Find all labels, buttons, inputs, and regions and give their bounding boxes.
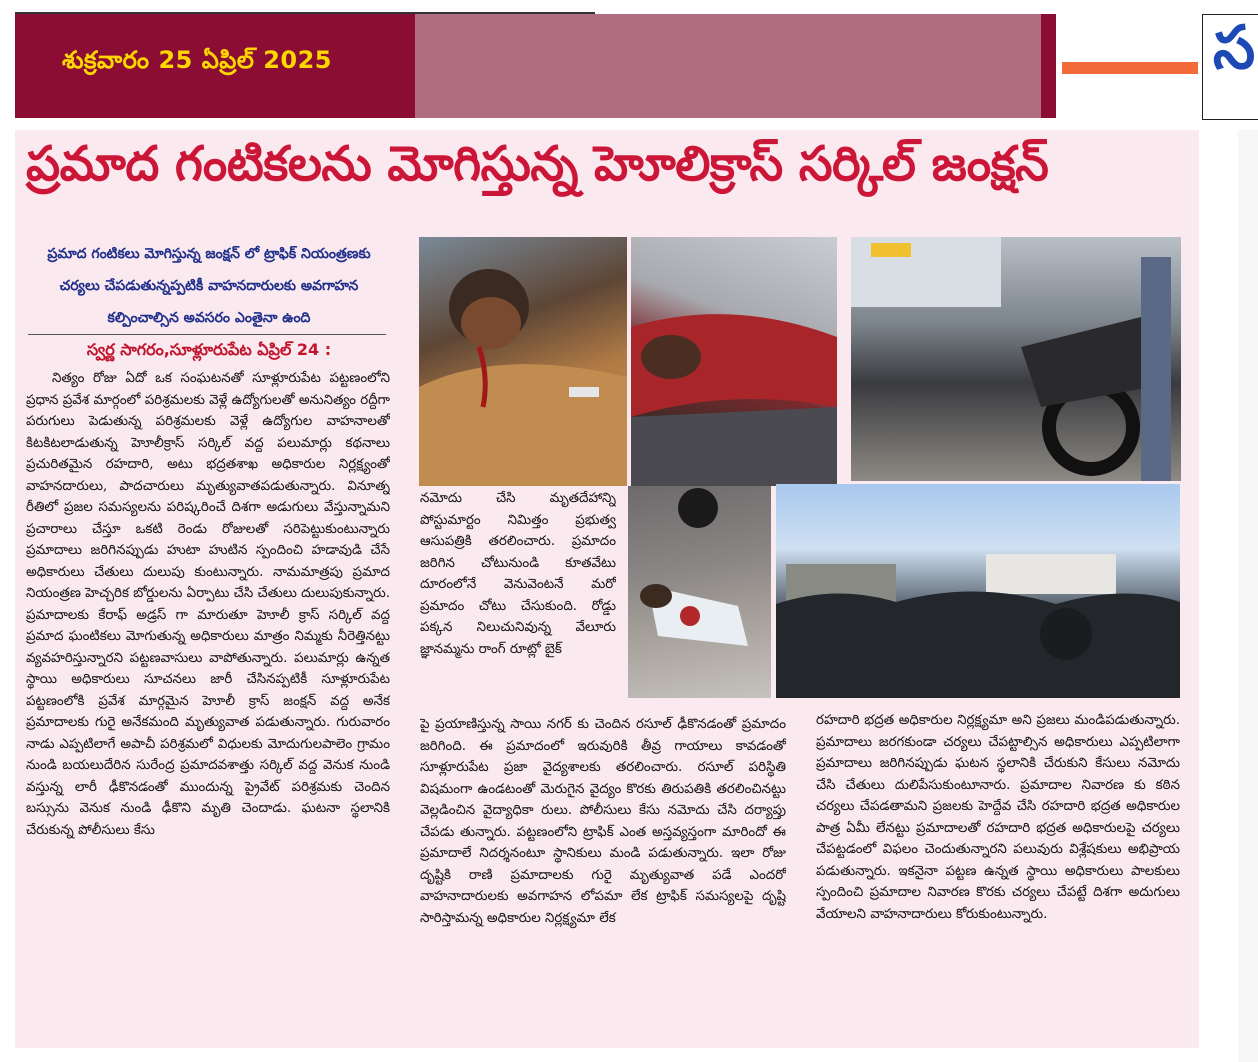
victim-illustration xyxy=(628,486,771,698)
injured-woman-photo xyxy=(631,237,837,486)
article-column-2: పై ప్రయాణిస్తున్న సాయి నగర్ కు చెందిన రసూల్ ఢీకొనడంతో ప్రమాదం జరిగింది. ఈ ప్రమాదంలో ఇరువురికి తీవ్ర గాయాలు కావడంతో సూళ్లూరుపేట ప్రజా వైద్యశాలకు తరలించారు. రసూల్ పరిస్థితి విషమంగా ఉండటంతో మెరుగైన వైద్యం కొరకు తిరుపతికి తరలించినట్టు వెల్లడించిన వైద్యాధికా రులు. పోలీసులు కేసు నమోదు చేసి దర్యాప్తు చేపడు తున్నారు. పట్టణంలోని ట్రాఫిక్ ఎంత అస్తవ్యస్తంగా మారిందో ఈ ప్రమాదాలే నిదర్శనంటూ స్థానికులు మండి పడుతున్నారు. ఇలా రోజు దృష్టికి రాణి ప్రమాదాలకు గురై మృత్యువాత పడే ఎందరో వాహనాదారులకు అవగాహన లోపమా లేక ట్రాఫిక్ సమస్యలపై దృష్టి సారిస్తామన్న అధికారుల నిర్లక్ష్యమా లేక xyxy=(420,717,786,926)
victim-on-road-photo xyxy=(628,486,771,698)
article-dateline: స్వర్ణ సాగరం,సూళ్లూరుపేట ఏప్రిల్ 24 : xyxy=(86,340,332,359)
crowd-illustration xyxy=(776,484,1180,698)
header-band-end xyxy=(1041,14,1056,118)
article-headline: ప్రమాద గంటికలను మోగిస్తున్న హెూలిక్రాస్ సర్కిల్ జంక్షన్ xyxy=(26,136,1049,192)
header-accent-bar xyxy=(1062,62,1198,74)
motorbike-illustration xyxy=(851,237,1181,481)
accident-crowd-photo xyxy=(776,484,1180,698)
article-column-1: నిత్యం రోజు ఏదో ఒక సంఘటనతో సూళ్లూరుపేట పట్టణంలోని ప్రధాన ప్రవేశ మార్గంలో పరిశ్రమలకు వెళ్లే ఉద్యోగులతో అనునిత్యం రద్దీగా పరుగులు పెడుతున్న పరిశ్రమలకు వెళ్లే ఉద్యోగుల వాహనాలతో కిటకిటలాడుతున్న హెూలీక్రాస్ సర్కిల్ వద్ద పలుమార్లు కథనాలు ప్రచురితమైన రహదారి, అటు భద్రతశాఖ అధికారుల నిర్లక్ష్యంతో వాహనదారులు, పాదచారులు మృత్యువాతపడుతున్నారు. వినూత్న రీతిలో ప్రజల సమస్యలను పరిష్కరించే దిశగా అడుగులు వేస్తున్నామని ప్రచారాలు చేస్తూ ఒకటి రెండు రోజులతో సరిపెట్టుకుంటున్నారు ప్రమాదాలు జరిగినప్పుడు హుటా హుటిన స్పందించి హడావుడి చేసే అధికారులు చేతులు దులుపు కుంటున్నారు. నామమాత్రపు ప్రమాద నియంత్రణ హెచ్చరిక బోర్డులను ఏర్పాటు చేసి చేతులు దులుపుకున్నారు. ప్రమాదాలకు కేరాఫ్ అడ్రస్ గా మారుతూ హెూలీ క్రాస్ సర్కిల్ వద్ద ప్రమాద ఘంటికలు మోగుతున్న అధికారులు మాత్రం నిమ్మకు నీరెత్తినట్టు వ్యవహరిస్తున్నారని పట్టణవాసులు వాపోతున్నారు. పలుమార్లు ఉన్నత స్థాయి అధికారులు సూచనలు జారీ చేసినప్పటికీ సూళ్లూరుపేట పట్టణంలోకి ప్రవేశ మార్గమైన హెూలీ క్రాస్ జంక్షన్ వద్ద అనేక ప్రమాదాలకు గురై అనేకమంది మృత్యువాత పడుతున్నారు. గురువారం నాడు ఎప్పటిలాగే అపాచీ పరిశ్రమలో విధులకు మోదుగులపాలెం గ్రామం నుండి బయలుదేరిన సురేంద్ర ప్రమాదవశాత్తు సర్కిల్ వద్ద వెనుక నుండి వస్తున్న లారీ ఢీకొనడంతో ముందున్న ప్రైవేట్ పరిశ్రమకు చెందిన బస్సును వెనుక నుండి ఢీకొని మృతి చెందాడు. ఘటనా స్థలానికి చేరుకున్న పోలీసులు కేసు xyxy=(26,371,390,838)
issue-date: శుక్రవారం 25 ఏప్రిల్ 2025 xyxy=(62,46,332,74)
article-subhead: ప్రమాద గంటికలు మోగిస్తున్న జంక్షన్ లో ట్రాఫిక్ నియంత్రణకు చర్యలు చేపడుతున్నప్పటికీ వాహనదారులకు అవగాహన కల్పించాల్సిన అవసరం ఎంతైనా ఉంది xyxy=(47,246,371,326)
injured-woman-illustration xyxy=(631,237,837,486)
crashed-motorbike-photo xyxy=(851,237,1181,481)
subhead-divider xyxy=(28,334,386,335)
header-band-mid xyxy=(415,14,1041,118)
article-column-2-top: నమోదు చేసి మృతదేహాన్ని పోస్టుమార్టం నిమిత్తం ప్రభుత్వ ఆసుపత్రికి తరలించారు. ప్రమాదం జరిగిన చోటునుండి కూతవేటు దూరంలోనే వెనువెంటనే మరో ప్రమాదం చోటు చేసుకుంది. రోడ్డు పక్కన నిలుచునివున్న వేలూరు జ్ఞానమ్మను రాంగ్ రూట్లో బైక్ xyxy=(420,491,616,657)
adjacent-page-edge xyxy=(1238,130,1258,1062)
article-column-3: రహదారి భద్రత అధికారుల నిర్లక్ష్యమా అని ప్రజలు మండిపడుతున్నారు. ప్రమాదాలు జరగకుండా చర్యలు చేపట్టాల్సిన అధికారులు ఎప్పటిలాగా ప్రమాదాలు జరిగినప్పుడు ఘటన స్థలానికి చేరుకుని కేసులు నమోదు చేసి చేతులు దులిపేసుకుంటూనారు. ప్రమాదాల నివారణ కు కఠిన చర్యలు చేపడతామని ప్రజలకు హెద్దేవ చేసి రహదారి భద్రత అధికారుల పాత్ర ఏమీ లేనట్టు ప్రమాదాలతో రహదారి భద్రత అధికారులపై చర్యలు చేపట్టడంలో విఫలం చెందుతున్నారని పలువురు విశ్లేషకులు అభిప్రాయ పడుతున్నారు. ఇకనైనా పట్టణ ఉన్నత స్థాయి అధికారులు పాలకులు స్పందించి ప్రమాదాల నివారణ కొరకు చర్యలు చేపట్టే దిశగా అదుగులు వేయాలని వాహనాదారులు కోరుకుంటున్నారు. xyxy=(816,713,1180,922)
injured-man-illustration xyxy=(419,237,627,486)
injured-man-photo xyxy=(419,237,627,486)
logo-icon: స xyxy=(1213,13,1256,83)
